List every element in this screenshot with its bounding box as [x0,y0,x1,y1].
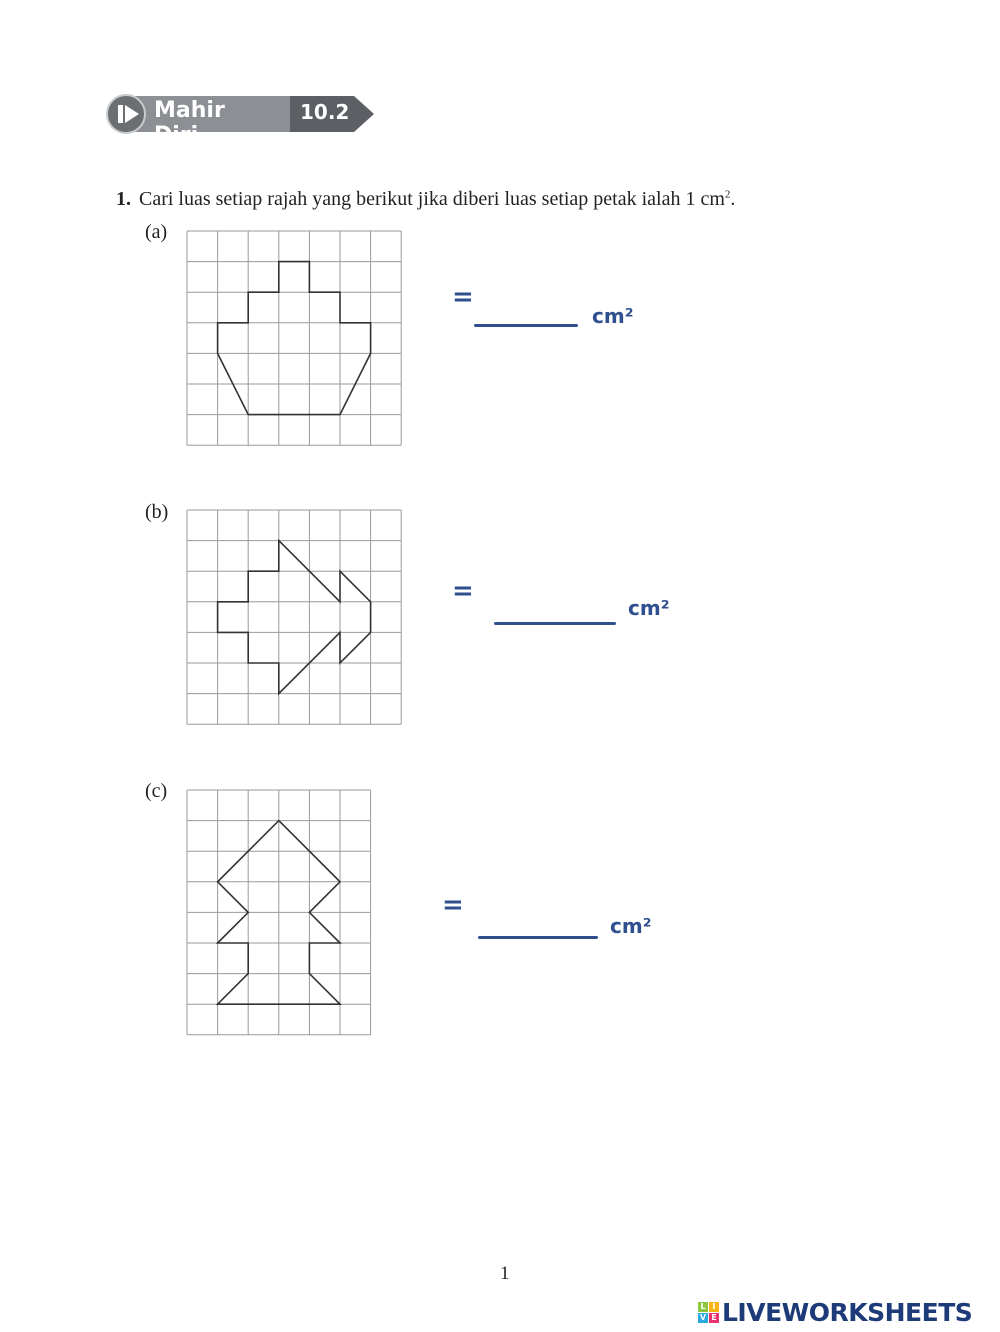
question-text [116,188,735,211]
equals-sign-c: = [442,890,464,920]
logo-text: LIVEWORKSHEETS [722,1298,973,1327]
badge-title: Mahir Diri [154,98,225,148]
page-number: 1 [500,1263,510,1284]
unit-c: cm² [610,914,652,938]
shape-outline [218,262,371,415]
logo-tile: V [699,1313,707,1322]
logo-tiles [698,1302,719,1323]
answer-blank-c[interactable] [478,936,598,939]
question-sup: 2 [724,188,731,201]
liveworksheets-logo [698,1298,972,1327]
badge-number: 10.2 [300,100,350,124]
grid-figure-c [186,789,372,1036]
question-end: . [730,188,736,210]
grid-figure-b [186,509,402,725]
logo-tile: E [709,1313,719,1323]
answer-blank-b[interactable] [494,622,616,625]
part-a-label: (a) [145,221,168,243]
answer-blank-a[interactable] [474,324,578,327]
part-b-label: (b) [145,501,169,523]
shape-outline [218,541,371,694]
question-number: 1. [116,188,131,210]
play-icon [106,94,146,134]
equals-sign-a: = [452,282,474,312]
grid-figure-a [186,230,402,446]
unit-a: cm² [592,304,634,328]
logo-tile: I [709,1302,719,1312]
part-c-label: (c) [145,780,168,802]
unit-b: cm² [628,596,670,620]
badge-arrow [354,96,374,132]
logo-tile: L [698,1302,708,1312]
equals-sign-b: = [452,576,474,606]
question-body: Cari luas setiap rajah yang berikut jika diberi luas setiap petak ialah 1 cm [139,188,725,210]
